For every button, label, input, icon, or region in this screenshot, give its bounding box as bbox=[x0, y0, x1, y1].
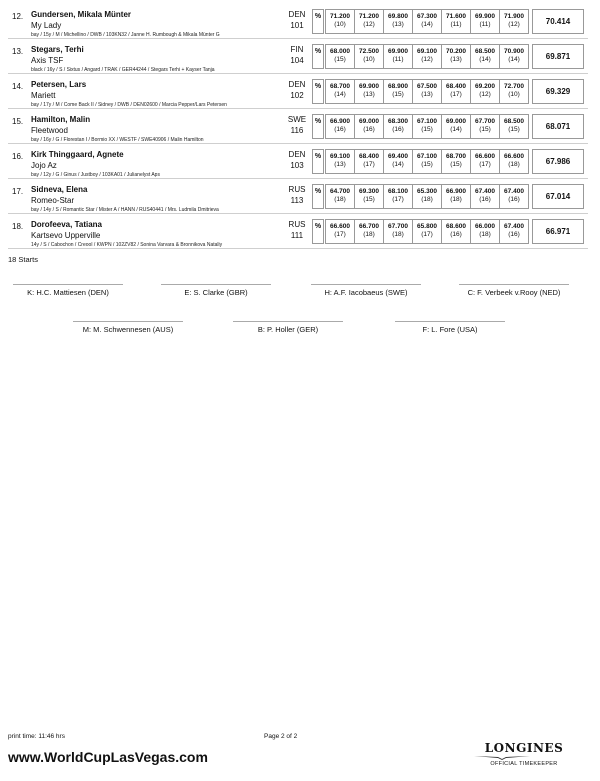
judge-rank: (16) bbox=[508, 231, 520, 238]
judge-rank: (13) bbox=[450, 56, 462, 63]
rank: 14. bbox=[12, 82, 24, 91]
rank: 13. bbox=[12, 47, 24, 56]
bib-number: 104 bbox=[290, 56, 304, 65]
judge-rank: (18) bbox=[363, 231, 375, 238]
judge-score: 68.400 bbox=[446, 83, 466, 90]
judge-signature bbox=[228, 321, 348, 334]
judge-signature bbox=[454, 284, 574, 297]
judge-score-cell bbox=[354, 184, 384, 209]
signature-line bbox=[311, 284, 421, 285]
judge-score-cell bbox=[325, 44, 355, 69]
rider-name: Gundersen, Mikala Münter bbox=[31, 10, 132, 19]
rider-name: Dorofeeva, Tatiana bbox=[31, 220, 102, 229]
percent-symbol: % bbox=[312, 79, 324, 104]
judge-score: 69.000 bbox=[359, 118, 379, 125]
judge-score-cell bbox=[354, 9, 384, 34]
judge-score-cell bbox=[470, 9, 500, 34]
judge-score-cell bbox=[325, 79, 355, 104]
percent-symbol: % bbox=[312, 9, 324, 34]
judge-score: 69.100 bbox=[330, 153, 350, 160]
judge-score-cell bbox=[325, 9, 355, 34]
bib-number: 102 bbox=[290, 91, 304, 100]
judge-score: 68.900 bbox=[388, 83, 408, 90]
bib-number: 101 bbox=[290, 21, 304, 30]
total-score: 70.414 bbox=[532, 9, 584, 34]
judge-score-cell bbox=[441, 44, 471, 69]
judge-rank: (15) bbox=[508, 126, 520, 133]
judge-rank: (15) bbox=[450, 161, 462, 168]
judge-score: 66.600 bbox=[330, 223, 350, 230]
judge-rank: (12) bbox=[508, 21, 520, 28]
judge-score-cell bbox=[412, 79, 442, 104]
print-time: print time: 11:46 hrs bbox=[8, 733, 65, 740]
horse-details: bay / 16y / G / Florestan I / Bormio XX / WESTF / SWE40906 / Malin Hamilton bbox=[31, 137, 204, 143]
result-row bbox=[8, 179, 588, 214]
judge-rank: (10) bbox=[508, 91, 520, 98]
total-score: 66.971 bbox=[532, 219, 584, 244]
judge-score: 71.200 bbox=[359, 13, 379, 20]
judge-score: 71.200 bbox=[330, 13, 350, 20]
results-table bbox=[8, 4, 588, 249]
percent-symbol: % bbox=[312, 114, 324, 139]
bib-number: 103 bbox=[290, 161, 304, 170]
judge-score: 67.100 bbox=[417, 153, 437, 160]
event-url[interactable]: www.WorldCupLasVegas.com bbox=[8, 749, 208, 765]
judge-rank: (18) bbox=[392, 231, 404, 238]
horse-name: My Lady bbox=[31, 21, 62, 30]
rank: 16. bbox=[12, 152, 24, 161]
judge-rank: (13) bbox=[334, 161, 346, 168]
nation: DEN bbox=[288, 10, 306, 19]
judge-score-cell bbox=[470, 79, 500, 104]
judge-score: 68.500 bbox=[475, 48, 495, 55]
judge-score: 64.700 bbox=[330, 188, 350, 195]
judge-score: 69.300 bbox=[359, 188, 379, 195]
judge-score: 69.900 bbox=[388, 48, 408, 55]
starts-count: 18 Starts bbox=[8, 255, 39, 264]
judge-score-cell bbox=[441, 219, 471, 244]
judge-score-cell bbox=[383, 149, 413, 174]
judge-rank: (17) bbox=[392, 196, 404, 203]
horse-details: bay / 14y / S / Romantic Star / Mister A / HANN / RUS40441 / Mrs. Ludmila Dmitrieva bbox=[31, 207, 219, 213]
judge-rank: (17) bbox=[479, 161, 491, 168]
judge-score-cell bbox=[470, 114, 500, 139]
judge-score: 68.100 bbox=[388, 188, 408, 195]
judge-score-cell bbox=[383, 184, 413, 209]
judge-score-cell bbox=[354, 149, 384, 174]
judge-rank: (13) bbox=[392, 21, 404, 28]
nation: RUS bbox=[288, 220, 306, 229]
nation: SWE bbox=[287, 115, 307, 124]
judge-score: 66.900 bbox=[330, 118, 350, 125]
judge-rank: (17) bbox=[334, 231, 346, 238]
judge-score-cell bbox=[412, 114, 442, 139]
judge-score-cell bbox=[354, 219, 384, 244]
judge-score: 69.000 bbox=[446, 118, 466, 125]
rider-name: Hamilton, Malin bbox=[31, 115, 91, 124]
logo-subtitle: OFFICIAL TIMEKEEPER bbox=[490, 761, 558, 767]
judge-name: K: H.C. Mattiesen (DEN) bbox=[27, 288, 109, 297]
judge-score: 71.900 bbox=[504, 13, 524, 20]
judge-score-cell bbox=[441, 149, 471, 174]
horse-details: bay / 17y / M / Come Back II / Sidney / DWB / DEN02600 / Marcia Pepper/Lars Petersen bbox=[31, 102, 227, 108]
judge-score-cell bbox=[325, 149, 355, 174]
judge-name: B: P. Holler (GER) bbox=[257, 325, 319, 334]
result-row bbox=[8, 214, 588, 249]
judge-name: C: F. Verbeek v.Rooy (NED) bbox=[467, 288, 561, 297]
judge-rank: (17) bbox=[450, 91, 462, 98]
judge-score: 68.000 bbox=[330, 48, 350, 55]
horse-name: Kartsevo Upperville bbox=[31, 231, 101, 240]
judge-score-cell bbox=[412, 9, 442, 34]
judge-score-cell bbox=[383, 44, 413, 69]
bib-number: 111 bbox=[290, 231, 304, 240]
judge-rank: (11) bbox=[392, 56, 404, 63]
judge-score-cell bbox=[499, 114, 529, 139]
total-score: 67.014 bbox=[532, 184, 584, 209]
judge-rank: (18) bbox=[421, 196, 433, 203]
judge-score: 71.600 bbox=[446, 13, 466, 20]
judge-rank: (17) bbox=[421, 231, 433, 238]
judge-rank: (16) bbox=[450, 231, 462, 238]
result-row bbox=[8, 39, 588, 74]
horse-name: Jojo Az bbox=[31, 161, 57, 170]
rank: 18. bbox=[12, 222, 24, 231]
percent-symbol: % bbox=[312, 219, 324, 244]
judge-rank: (15) bbox=[334, 56, 346, 63]
judge-score-cell bbox=[470, 184, 500, 209]
judge-rank: (13) bbox=[421, 91, 433, 98]
result-row bbox=[8, 4, 588, 39]
judge-signature bbox=[306, 284, 426, 297]
judge-score: 66.000 bbox=[475, 223, 495, 230]
judge-score: 67.400 bbox=[504, 188, 524, 195]
signature-line bbox=[161, 284, 271, 285]
judge-score-cell bbox=[383, 114, 413, 139]
judge-rank: (12) bbox=[363, 21, 375, 28]
judge-score-cell bbox=[412, 149, 442, 174]
judge-name: E: S. Clarke (GBR) bbox=[184, 288, 248, 297]
judge-score: 70.200 bbox=[446, 48, 466, 55]
judge-score-cell bbox=[325, 114, 355, 139]
horse-details: bay / 15y / M / Michellino / DWB / 103KN32 / Janne H. Rumbough & Mikala Münter G bbox=[31, 32, 220, 38]
page-number: Page 2 of 2 bbox=[264, 733, 298, 740]
total-score: 68.071 bbox=[532, 114, 584, 139]
judge-score: 69.400 bbox=[388, 153, 408, 160]
judge-rank: (10) bbox=[334, 21, 346, 28]
judge-rank: (18) bbox=[450, 196, 462, 203]
judge-rank: (15) bbox=[479, 126, 491, 133]
judge-rank: (12) bbox=[421, 56, 433, 63]
judge-rank: (18) bbox=[334, 196, 346, 203]
result-row bbox=[8, 109, 588, 144]
judge-rank: (18) bbox=[479, 231, 491, 238]
judge-rank: (11) bbox=[479, 21, 491, 28]
judge-score-cell bbox=[441, 79, 471, 104]
signature-line bbox=[233, 321, 343, 322]
judge-score-cell bbox=[499, 9, 529, 34]
judge-score-cell bbox=[470, 149, 500, 174]
nation: RUS bbox=[288, 185, 306, 194]
rider-name: Sidneva, Elena bbox=[31, 185, 88, 194]
judge-score-cell bbox=[354, 44, 384, 69]
signature-line bbox=[73, 321, 183, 322]
judge-score-cell bbox=[499, 149, 529, 174]
judge-score: 67.700 bbox=[388, 223, 408, 230]
horse-details: black / 16y / S / Sixtus / Angard / TRAK / GER44244 / Stegars Terhi + Kayser Tanja bbox=[31, 67, 215, 73]
percent-symbol: % bbox=[312, 44, 324, 69]
judge-score-cell bbox=[412, 44, 442, 69]
rider-name: Stegars, Terhi bbox=[31, 45, 84, 54]
judge-rank: (14) bbox=[334, 91, 346, 98]
judge-rank: (14) bbox=[450, 126, 462, 133]
total-score: 67.986 bbox=[532, 149, 584, 174]
judge-score-cell bbox=[441, 184, 471, 209]
bib-number: 113 bbox=[290, 196, 304, 205]
rider-name: Kirk Thinggaard, Agnete bbox=[31, 150, 124, 159]
horse-name: Axis TSF bbox=[31, 56, 64, 65]
judge-score: 69.800 bbox=[388, 13, 408, 20]
total-score: 69.871 bbox=[532, 44, 584, 69]
judge-score: 68.600 bbox=[446, 223, 466, 230]
judge-rank: (13) bbox=[363, 91, 375, 98]
judge-score: 69.200 bbox=[475, 83, 495, 90]
judge-score-cell bbox=[412, 219, 442, 244]
judge-score: 68.700 bbox=[330, 83, 350, 90]
judge-score: 67.100 bbox=[417, 118, 437, 125]
judge-score-cell bbox=[412, 184, 442, 209]
judge-score-cell bbox=[499, 79, 529, 104]
judge-name: H: A.F. Iacobaeus (SWE) bbox=[324, 288, 408, 297]
horse-details: 14y / S / Cabochon / Creool / KWPN / 102ZV82 / Sonina Varvara & Bronnikova Nataliy bbox=[31, 242, 223, 248]
judge-score-cell bbox=[383, 219, 413, 244]
judge-name: M: M. Schwennesen (AUS) bbox=[82, 325, 174, 334]
judge-score-cell bbox=[383, 79, 413, 104]
judge-score-cell bbox=[441, 9, 471, 34]
rank: 17. bbox=[12, 187, 24, 196]
judge-score-cell bbox=[325, 184, 355, 209]
judge-score-cell bbox=[499, 184, 529, 209]
judge-score: 66.700 bbox=[359, 223, 379, 230]
judge-score-cell bbox=[470, 44, 500, 69]
judge-score: 67.400 bbox=[504, 223, 524, 230]
horse-name: Romeo-Star bbox=[31, 196, 75, 205]
judge-rank: (12) bbox=[479, 91, 491, 98]
logo-wordmark: LONGINES bbox=[484, 741, 564, 755]
judge-name: F: L. Fore (USA) bbox=[422, 325, 478, 334]
judge-score: 65.300 bbox=[417, 188, 437, 195]
judge-score: 67.400 bbox=[475, 188, 495, 195]
judge-score: 68.500 bbox=[504, 118, 524, 125]
judge-rank: (17) bbox=[363, 161, 375, 168]
judge-rank: (14) bbox=[392, 161, 404, 168]
judge-signature bbox=[68, 321, 188, 334]
judge-rank: (10) bbox=[363, 56, 375, 63]
percent-symbol: % bbox=[312, 184, 324, 209]
judge-rank: (16) bbox=[392, 126, 404, 133]
signature-line bbox=[13, 284, 123, 285]
judge-score: 67.300 bbox=[417, 13, 437, 20]
judge-rank: (14) bbox=[421, 21, 433, 28]
longines-logo bbox=[472, 741, 576, 767]
judge-score-cell bbox=[383, 9, 413, 34]
judge-score-cell bbox=[499, 44, 529, 69]
judge-score: 67.500 bbox=[417, 83, 437, 90]
result-row bbox=[8, 144, 588, 179]
judge-rank: (16) bbox=[508, 196, 520, 203]
judge-score: 68.300 bbox=[388, 118, 408, 125]
judge-signature bbox=[390, 321, 510, 334]
nation: DEN bbox=[288, 80, 306, 89]
judge-score: 67.700 bbox=[475, 118, 495, 125]
bib-number: 116 bbox=[290, 126, 304, 135]
judge-rank: (14) bbox=[479, 56, 491, 63]
percent-symbol: % bbox=[312, 149, 324, 174]
judge-rank: (16) bbox=[363, 126, 375, 133]
judge-rank: (16) bbox=[334, 126, 346, 133]
horse-details: bay / 12y / G / Ginus / Justboy / 103KA01 / Julianelyst Aps bbox=[31, 172, 160, 178]
judge-score-cell bbox=[354, 114, 384, 139]
rank: 15. bbox=[12, 117, 24, 126]
judge-rank: (18) bbox=[508, 161, 520, 168]
nation: FIN bbox=[290, 45, 304, 54]
result-row bbox=[8, 74, 588, 109]
judge-signature bbox=[8, 284, 128, 297]
judge-score: 65.800 bbox=[417, 223, 437, 230]
judge-rank: (15) bbox=[363, 196, 375, 203]
total-score: 69.329 bbox=[532, 79, 584, 104]
judge-score: 68.700 bbox=[446, 153, 466, 160]
nation: DEN bbox=[288, 150, 306, 159]
judge-score-cell bbox=[354, 79, 384, 104]
rider-name: Petersen, Lars bbox=[31, 80, 87, 89]
judge-score-cell bbox=[325, 219, 355, 244]
judge-score: 66.900 bbox=[446, 188, 466, 195]
judge-score-cell bbox=[441, 114, 471, 139]
horse-name: Mariett bbox=[31, 91, 56, 100]
signature-line bbox=[395, 321, 505, 322]
judge-score: 69.900 bbox=[359, 83, 379, 90]
judge-rank: (16) bbox=[479, 196, 491, 203]
judge-score: 66.600 bbox=[504, 153, 524, 160]
judge-score-cell bbox=[499, 219, 529, 244]
judge-rank: (15) bbox=[421, 126, 433, 133]
judge-score: 70.900 bbox=[504, 48, 524, 55]
judge-score: 72.700 bbox=[504, 83, 524, 90]
judge-rank: (11) bbox=[450, 21, 462, 28]
judge-score: 68.400 bbox=[359, 153, 379, 160]
horse-name: Fleetwood bbox=[31, 126, 68, 135]
rank: 12. bbox=[12, 12, 24, 21]
judge-score: 69.900 bbox=[475, 13, 495, 20]
judge-score-cell bbox=[470, 219, 500, 244]
judge-rank: (14) bbox=[508, 56, 520, 63]
judge-rank: (15) bbox=[392, 91, 404, 98]
judge-signature bbox=[156, 284, 276, 297]
signature-line bbox=[459, 284, 569, 285]
judge-rank: (15) bbox=[421, 161, 433, 168]
judge-score: 69.100 bbox=[417, 48, 437, 55]
judge-score: 66.600 bbox=[475, 153, 495, 160]
judge-score: 72.500 bbox=[359, 48, 379, 55]
